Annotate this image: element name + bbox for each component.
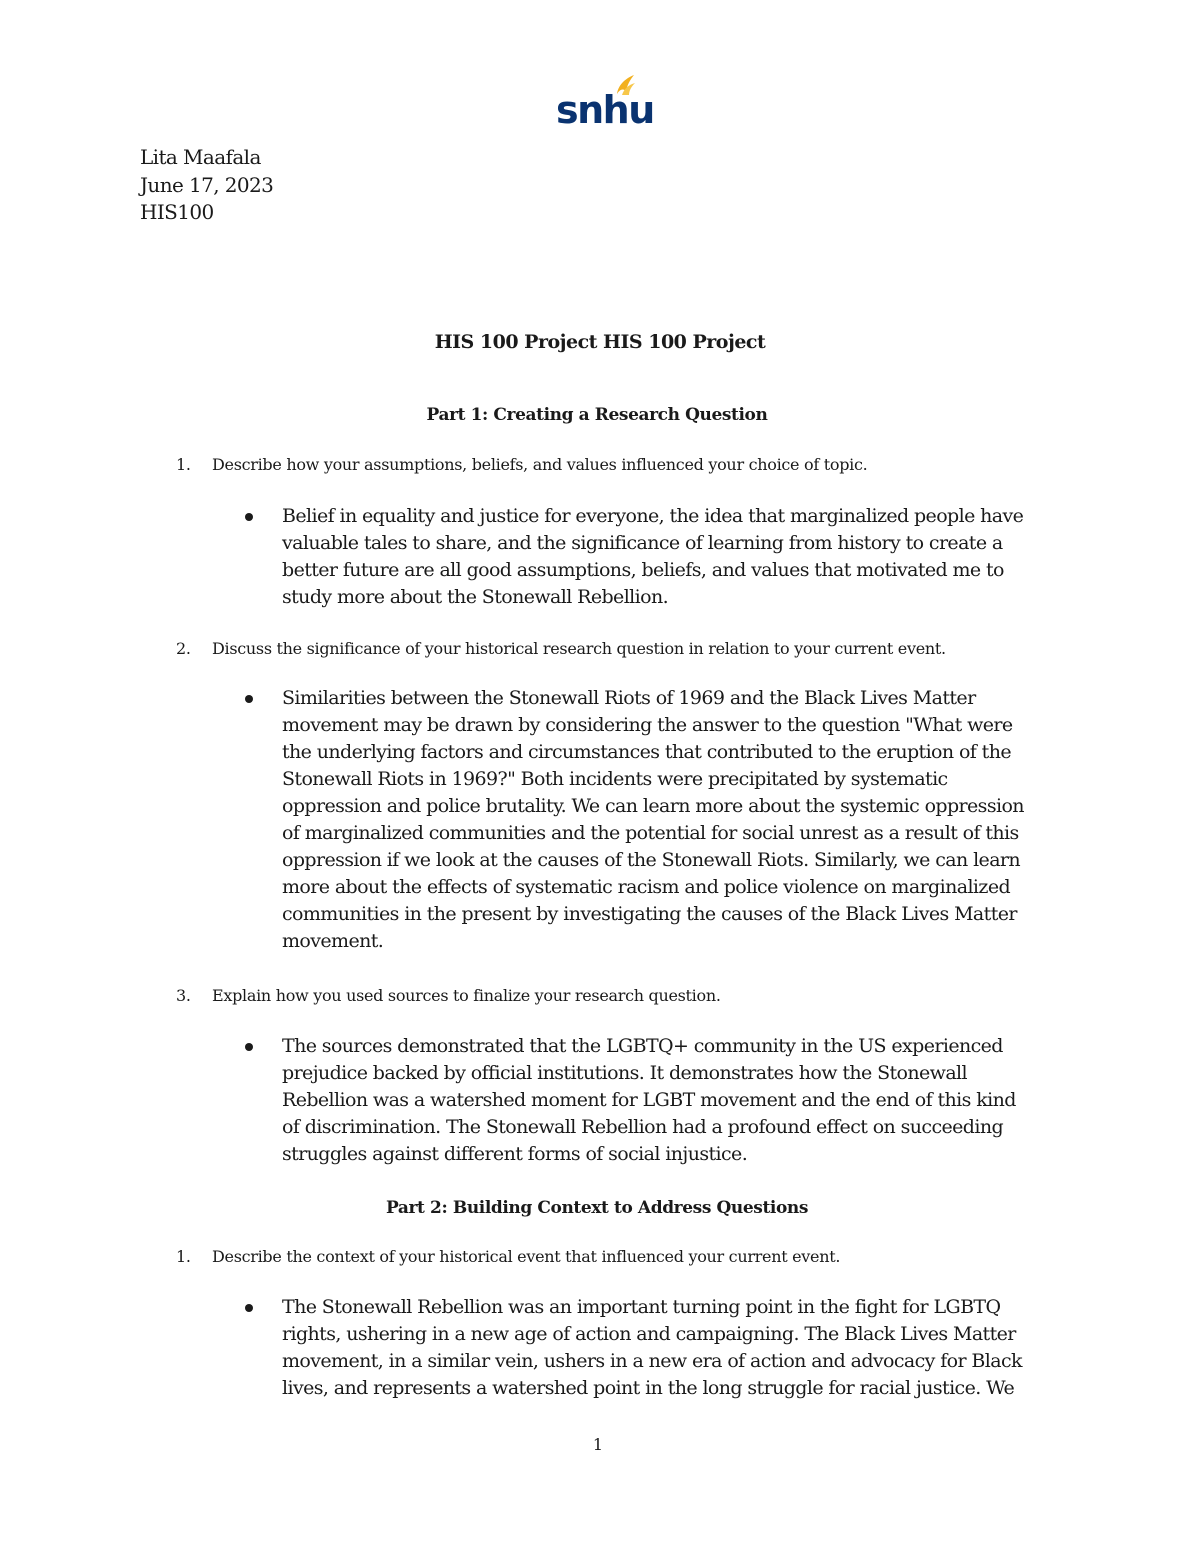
- bullet-icon: [245, 695, 253, 703]
- bullet-icon: [245, 1304, 253, 1312]
- question-number: 1.: [176, 455, 191, 474]
- course-code: HIS100: [140, 200, 214, 224]
- answer-line: movement may be drawn by considering the answer to the question "What were: [282, 714, 1013, 736]
- part-1-heading: Part 1: Creating a Research Question: [426, 405, 768, 425]
- answer-line: movement, in a similar vein, ushers in a new era of action and advocacy for Black: [282, 1350, 1022, 1372]
- answer-line: rights, ushering in a new age of action and campaigning. The Black Lives Matter: [282, 1323, 1016, 1345]
- question-text: Describe how your assumptions, beliefs, and values influenced your choice of topic.: [212, 455, 868, 474]
- answer-line: oppression if we look at the causes of the Stonewall Riots. Similarly, we can learn: [282, 849, 1021, 871]
- bullet-icon: [245, 1043, 253, 1051]
- author-name: Lita Maafala: [140, 145, 261, 169]
- answer-line: The sources demonstrated that the LGBTQ+ community in the US experienced: [282, 1035, 1003, 1057]
- question-item: [176, 637, 946, 661]
- answer-bullet: [282, 685, 1072, 955]
- question-item: [176, 984, 721, 1008]
- question-text: Explain how you used sources to finalize your research question.: [212, 986, 721, 1005]
- answer-bullet: [282, 1294, 1072, 1402]
- answer-line: Belief in equality and justice for everyone, the idea that marginalized people have: [282, 505, 1024, 527]
- answer-line: The Stonewall Rebellion was an important turning point in the fight for LGBTQ: [282, 1296, 1001, 1318]
- answer-line: struggles against different forms of social injustice.: [282, 1143, 748, 1165]
- answer-line: Similarities between the Stonewall Riots of 1969 and the Black Lives Matter: [282, 687, 976, 709]
- question-text: Discuss the significance of your historical research question in relation to your current event.: [212, 639, 946, 658]
- answer-line: communities in the present by investigating the causes of the Black Lives Matter: [282, 903, 1017, 925]
- answer-line: more about the effects of systematic racism and police violence on marginalized: [282, 876, 1011, 898]
- question-item: [176, 453, 867, 477]
- answer-line: study more about the Stonewall Rebellion.: [282, 586, 669, 608]
- answer-line: valuable tales to share, and the significance of learning from history to create a: [282, 532, 1003, 554]
- answer-bullet: [282, 503, 1072, 611]
- question-number: 1.: [176, 1247, 191, 1266]
- document-title: HIS 100 Project HIS 100 Project: [434, 331, 766, 353]
- part-2-heading: Part 2: Building Context to Address Questions: [385, 1198, 809, 1218]
- document-date: June 17, 2023: [140, 172, 274, 197]
- answer-line: oppression and police brutality. We can learn more about the systemic oppression: [282, 795, 1024, 817]
- author-header: [140, 144, 273, 227]
- question-item: [176, 1245, 840, 1269]
- question-number: 3.: [176, 986, 191, 1005]
- snhu-logo: [556, 74, 654, 132]
- answer-line: movement.: [282, 930, 384, 952]
- answer-bullet: [282, 1033, 1072, 1168]
- question-text: Describe the context of your historical event that influenced your current event.: [212, 1247, 841, 1266]
- answer-line: Rebellion was a watershed moment for LGBT movement and the end of this kind: [282, 1089, 1016, 1111]
- logo-wordmark: snhu: [556, 88, 654, 132]
- page-number: 1: [592, 1435, 604, 1454]
- answer-line: better future are all good assumptions, beliefs, and values that motivated me to: [282, 559, 1004, 581]
- answer-line: Stonewall Riots in 1969?" Both incidents were precipitated by systematic: [282, 768, 948, 790]
- question-number: 2.: [176, 639, 191, 658]
- answer-line: of discrimination. The Stonewall Rebellion had a profound effect on succeeding: [282, 1116, 1004, 1138]
- bullet-icon: [245, 513, 253, 521]
- answer-line: of marginalized communities and the potential for social unrest as a result of this: [282, 822, 1019, 844]
- answer-line: lives, and represents a watershed point in the long struggle for racial justice. We: [282, 1377, 1015, 1399]
- answer-line: prejudice backed by official institutions. It demonstrates how the Stonewall: [282, 1062, 968, 1084]
- answer-line: the underlying factors and circumstances that contributed to the eruption of the: [282, 741, 1011, 763]
